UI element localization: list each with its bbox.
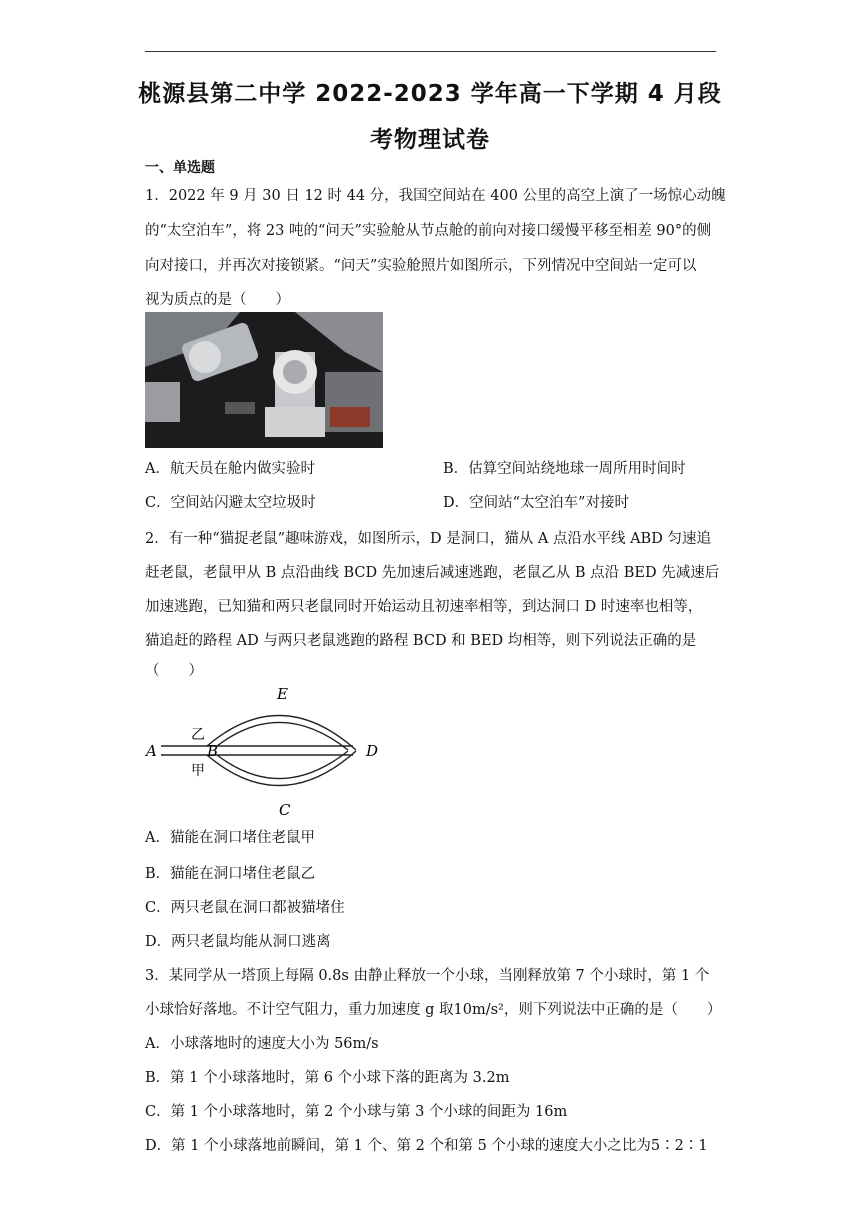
q1-text-line4: 视为质点的是（ ） — [145, 292, 290, 308]
cat-mouse-diagram — [143, 683, 383, 818]
q2-option-a: A．猫能在洞口堵住老鼠甲 — [145, 830, 315, 846]
q3-option-c: C．第 1 个小球落地时，第 2 个小球与第 3 个小球的间距为 16m — [145, 1104, 568, 1120]
q2-option-b: B．猫能在洞口堵住老鼠乙 — [145, 866, 316, 882]
q1-option-d: D．空间站“太空泊车”对接时 — [443, 495, 629, 511]
q2-text-line3: 加速逃跑，已知猫和两只老鼠同时开始运动且初速率相等，到达洞口 D 时速率也相等， — [145, 599, 703, 615]
page-title-line1: 桃源县第二中学 2022-2023 学年高一下学期 4 月段 — [138, 81, 722, 107]
label-e: E — [277, 685, 288, 703]
q1-text-line2: 的“太空泊车”，将 23 吨的“问天”实验舱从节点舱的前向对接口缓慢平移至相差 90°的侧 — [145, 223, 712, 239]
q2-text-line5: （ ） — [145, 663, 203, 679]
label-c: C — [279, 801, 291, 818]
space-station-photo — [145, 312, 383, 448]
q1-text-line1: 1．2022 年 9 月 30 日 12 时 44 分，我国空间站在 400 公里的高空上演了一场惊心动魄 — [145, 188, 726, 204]
q2-text-line2: 赶老鼠，老鼠甲从 B 点沿曲线 BCD 先加速后减速逃跑，老鼠乙从 B 点沿 BED 先减速后 — [145, 565, 720, 581]
q3-option-b: B．第 1 个小球落地时，第 6 个小球下落的距离为 3.2m — [145, 1070, 510, 1086]
q2-text-line1: 2．有一种“猫捉老鼠”趣味游戏，如图所示，D 是洞口，猫从 A 点沿水平线 ABD 匀速追 — [145, 531, 711, 547]
label-a: A — [146, 742, 157, 760]
label-b: B — [207, 742, 219, 760]
label-d: D — [366, 742, 379, 760]
label-jia: 甲 — [191, 763, 205, 779]
q2-option-c: C．两只老鼠在洞口都被猫堵住 — [145, 900, 345, 916]
q2-text-line4: 猫追赶的路程 AD 与两只老鼠逃跑的路程 BCD 和 BED 均相等，则下列说法正确的是 — [145, 633, 697, 649]
header-rule — [145, 51, 716, 52]
label-yi: 乙 — [191, 727, 205, 743]
q3-text-line2: 小球恰好落地。不计空气阻力，重力加速度 g 取10m/s²，则下列说法中正确的是（ ） — [145, 1002, 722, 1018]
page-title-line2: 考物理试卷 — [370, 127, 490, 153]
q1-option-c: C．空间站闪避太空垃圾时 — [145, 495, 316, 511]
q3-option-a: A．小球落地时的速度大小为 56m/s — [145, 1036, 379, 1052]
q2-option-d: D．两只老鼠均能从洞口逃离 — [145, 934, 331, 950]
q3-option-d: D．第 1 个小球落地前瞬间，第 1 个、第 2 个和第 5 个小球的速度大小之比为5∶2∶1 — [145, 1138, 708, 1154]
q1-option-a: A．航天员在舱内做实验时 — [145, 461, 315, 477]
q1-text-line3: 向对接口，并再次对接锁紧。“问天”实验舱照片如图所示，下列情况中空间站一定可以 — [145, 258, 697, 274]
q1-option-b: B．估算空间站绕地球一周所用时间时 — [443, 461, 686, 477]
section-heading: 一、单选题 — [145, 160, 215, 176]
q3-text-line1: 3．某同学从一塔顶上每隔 0.8s 由静止释放一个小球，当刚释放第 7 个小球时，第 1 个 — [145, 968, 710, 984]
